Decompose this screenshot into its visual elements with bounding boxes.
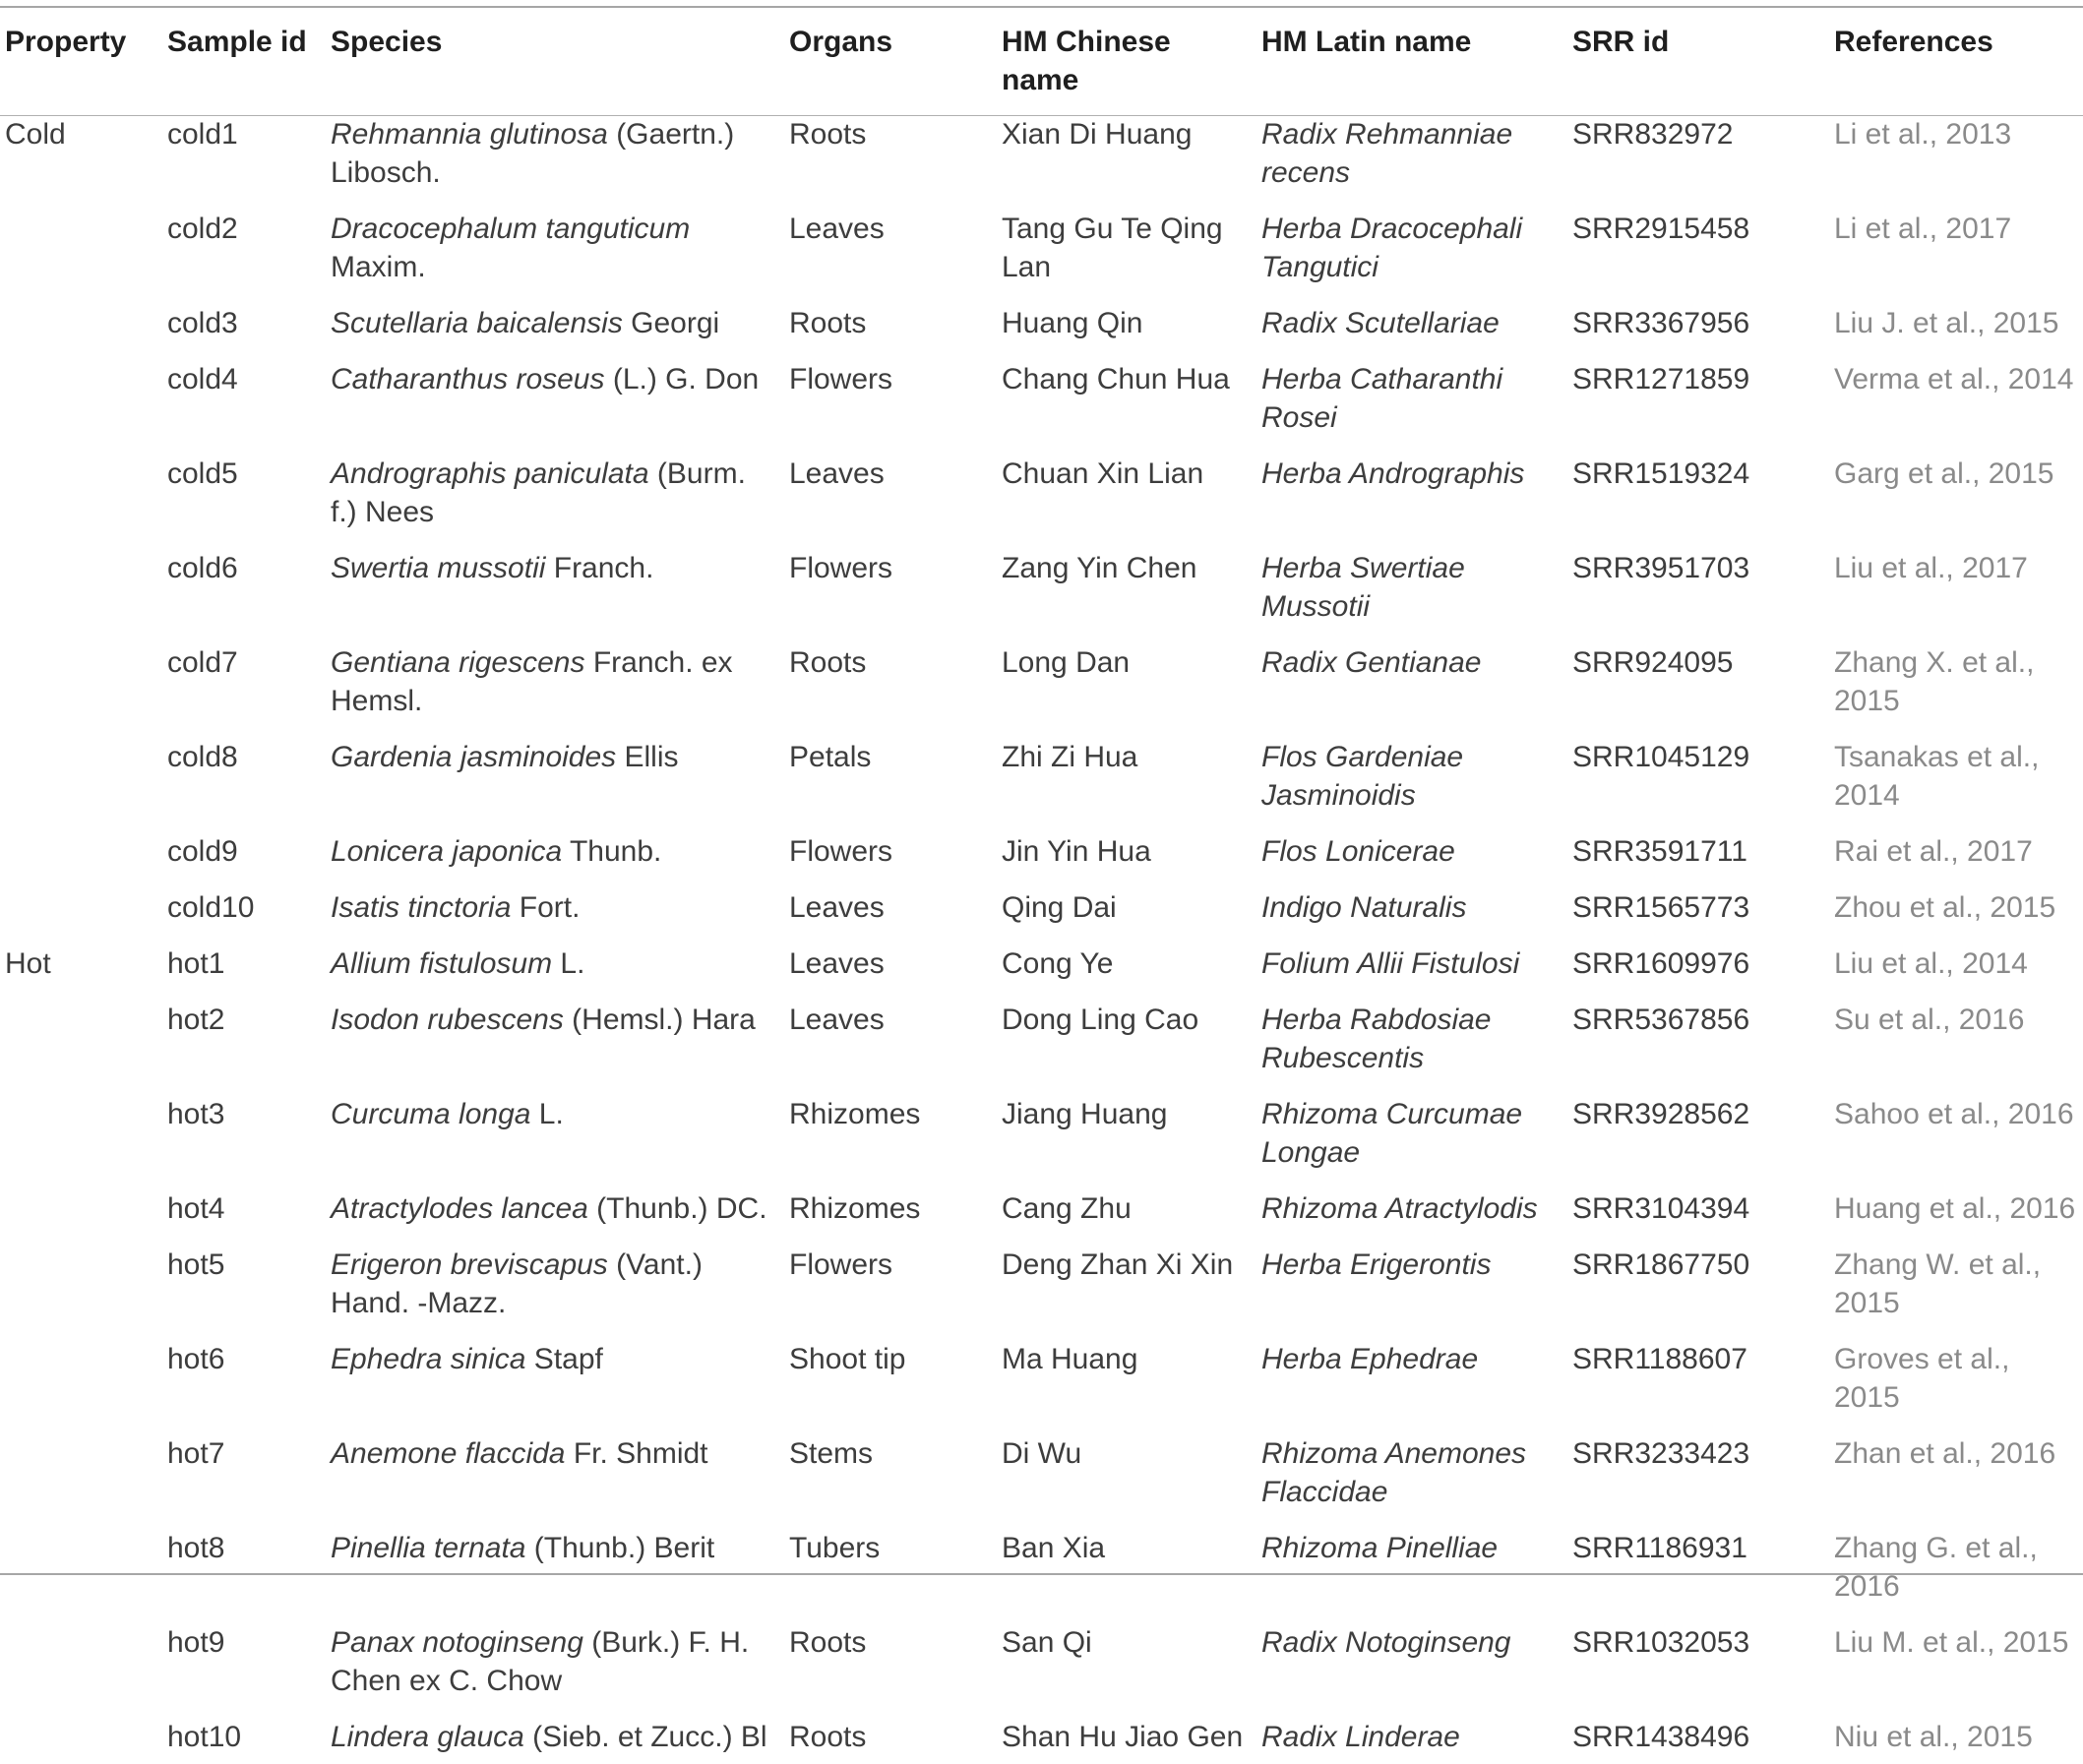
cell-property xyxy=(0,200,167,294)
cell-property xyxy=(0,350,167,445)
table-row xyxy=(0,1330,2083,1425)
cell-hm-chinese-name: Tang Gu Te Qing Lan xyxy=(1002,213,1223,283)
cell-srr-id: SRR924095 xyxy=(1572,646,1734,679)
cell-sample-id: hot2 xyxy=(167,1004,225,1036)
cell-sample-id: cold2 xyxy=(167,213,238,245)
cell-hm-chinese-name: Jiang Huang xyxy=(1002,1098,1168,1130)
cell-hm-chinese-name: Cang Zhu xyxy=(1002,1192,1132,1225)
cell-species xyxy=(331,822,789,879)
cell-reference[interactable]: Zhang G. et al., 2016 xyxy=(1834,1532,2038,1603)
species-authority: Maxim. xyxy=(331,251,426,283)
cell-sample-id: hot6 xyxy=(167,1343,225,1375)
table-row xyxy=(0,634,2083,728)
cell-property xyxy=(0,1613,167,1708)
cell-hm-chinese-name: Zhi Zi Hua xyxy=(1002,741,1138,773)
cell-hm-latin-name: Flos Lonicerae xyxy=(1261,835,1455,868)
cell-reference[interactable]: Garg et al., 2015 xyxy=(1834,457,2054,490)
table-row xyxy=(0,1519,2083,1613)
cell-hm-latin-name: Radix Gentianae xyxy=(1261,646,1482,679)
cell-sample-id: cold5 xyxy=(167,457,238,490)
cell-reference[interactable]: Liu et al., 2017 xyxy=(1834,552,2028,584)
table-row xyxy=(0,1613,2083,1708)
cell-hm-chinese-name: Ban Xia xyxy=(1002,1532,1106,1564)
cell-hm-latin-name: Herba Andrographis xyxy=(1261,457,1525,490)
cell-property xyxy=(0,539,167,634)
species-authority: (Thunb.) Berit xyxy=(525,1532,715,1564)
species-binomial: Erigeron breviscapus xyxy=(331,1248,608,1281)
cell-hm-latin-name: Rhizoma Anemones Flaccidae xyxy=(1261,1437,1527,1508)
species-authority: L. xyxy=(552,947,585,980)
species-binomial: Lindera glauca xyxy=(331,1721,524,1753)
species-authority: Ellis xyxy=(616,741,679,773)
cell-property xyxy=(0,445,167,539)
species-authority: Franch. ex Hemsl. xyxy=(331,646,733,717)
species-binomial: Allium fistulosum xyxy=(331,947,553,980)
species-authority: Stapf xyxy=(525,1343,603,1375)
cell-property xyxy=(0,294,167,350)
species-binomial: Rehmannia glutinosa xyxy=(331,118,608,151)
cell-srr-id: SRR1271859 xyxy=(1572,363,1750,395)
cell-organs: Leaves xyxy=(789,947,885,980)
cell-property xyxy=(0,1236,167,1330)
cell-sample-id: cold3 xyxy=(167,307,238,339)
header-row xyxy=(0,0,2083,99)
cell-hm-latin-name: Rhizoma Curcumae Longae xyxy=(1261,1098,1523,1169)
cell-organs: Rhizomes xyxy=(789,1098,921,1130)
cell-hm-chinese-name: Ma Huang xyxy=(1002,1343,1138,1375)
cell-hm-chinese-name: Shan Hu Jiao Gen xyxy=(1002,1721,1244,1753)
cell-reference[interactable]: Li et al., 2017 xyxy=(1834,213,2012,245)
cell-property xyxy=(0,1180,167,1236)
species-binomial: Panax notoginseng xyxy=(331,1626,583,1659)
species-binomial: Swertia mussotii xyxy=(331,552,546,584)
table-row xyxy=(0,1085,2083,1180)
cell-hm-chinese-name: Zang Yin Chen xyxy=(1002,552,1197,584)
cell-srr-id: SRR1565773 xyxy=(1572,891,1750,924)
header-property: Property xyxy=(5,26,127,58)
cell-species xyxy=(331,1519,789,1613)
species-binomial: Gentiana rigescens xyxy=(331,646,585,679)
cell-srr-id: SRR1186931 xyxy=(1572,1532,1747,1564)
cell-species xyxy=(331,634,789,728)
cell-sample-id: cold9 xyxy=(167,835,238,868)
cell-srr-id: SRR3104394 xyxy=(1572,1192,1750,1225)
header-species: Species xyxy=(331,26,443,58)
header-references: References xyxy=(1834,26,1993,58)
cell-organs: Stems xyxy=(789,1437,874,1470)
cell-reference[interactable]: Zhang W. et al., 2015 xyxy=(1834,1248,2042,1319)
cell-hm-chinese-name: Xian Di Huang xyxy=(1002,118,1193,151)
cell-reference[interactable]: Liu et al., 2014 xyxy=(1834,947,2028,980)
cell-species xyxy=(331,1180,789,1236)
cell-species xyxy=(331,728,789,822)
cell-hm-latin-name: Herba Ephedrae xyxy=(1261,1343,1479,1375)
cell-property: Hot xyxy=(5,947,51,980)
cell-hm-chinese-name: Long Dan xyxy=(1002,646,1131,679)
cell-hm-latin-name: Radix Scutellariae xyxy=(1261,307,1500,339)
cell-sample-id: hot1 xyxy=(167,947,225,980)
table-row xyxy=(0,99,2083,200)
cell-species xyxy=(331,879,789,935)
cell-species xyxy=(331,99,789,200)
cell-property xyxy=(0,728,167,822)
cell-reference[interactable]: Groves et al., 2015 xyxy=(1834,1343,2010,1414)
cell-species xyxy=(331,1236,789,1330)
species-binomial: Catharanthus roseus xyxy=(331,363,605,395)
table-row xyxy=(0,822,2083,879)
species-binomial: Isodon rubescens xyxy=(331,1004,564,1036)
cell-reference[interactable]: Li et al., 2013 xyxy=(1834,118,2012,151)
species-binomial: Isatis tinctoria xyxy=(331,891,512,924)
cell-property xyxy=(0,1330,167,1425)
cell-srr-id: SRR1519324 xyxy=(1572,457,1750,490)
cell-srr-id: SRR1867750 xyxy=(1572,1248,1750,1281)
cell-hm-chinese-name: Chuan Xin Lian xyxy=(1002,457,1204,490)
cell-organs: Leaves xyxy=(789,213,885,245)
species-authority: (Thunb.) DC. xyxy=(587,1192,767,1225)
cell-hm-latin-name: Herba Swertiae Mussotii xyxy=(1261,552,1465,623)
cell-organs: Rhizomes xyxy=(789,1192,921,1225)
cell-srr-id: SRR3367956 xyxy=(1572,307,1750,339)
cell-hm-chinese-name: Qing Dai xyxy=(1002,891,1117,924)
table-row xyxy=(0,200,2083,294)
cell-srr-id: SRR832972 xyxy=(1572,118,1734,151)
cell-species xyxy=(331,1330,789,1425)
cell-organs: Roots xyxy=(789,1626,867,1659)
cell-property xyxy=(0,1519,167,1613)
cell-property: Cold xyxy=(5,118,66,151)
table-row xyxy=(0,879,2083,935)
cell-srr-id: SRR3591711 xyxy=(1572,835,1747,868)
cell-hm-latin-name: Herba Catharanthi Rosei xyxy=(1261,363,1503,434)
cell-species xyxy=(331,1085,789,1180)
cell-hm-chinese-name: Huang Qin xyxy=(1002,307,1143,339)
cell-reference[interactable]: Niu et al., 2015 xyxy=(1834,1721,2033,1753)
cell-hm-chinese-name: Deng Zhan Xi Xin xyxy=(1002,1248,1234,1281)
species-binomial: Lonicera japonica xyxy=(331,835,563,868)
cell-hm-latin-name: Herba Rabdosiae Rubescentis xyxy=(1261,1004,1492,1074)
cell-hm-chinese-name: Dong Ling Cao xyxy=(1002,1004,1199,1036)
cell-organs: Petals xyxy=(789,741,872,773)
cell-sample-id: cold4 xyxy=(167,363,238,395)
species-authority: Fort. xyxy=(511,891,581,924)
cell-reference[interactable]: Zhan et al., 2016 xyxy=(1834,1437,2056,1470)
cell-hm-chinese-name: San Qi xyxy=(1002,1626,1092,1659)
cell-sample-id: hot7 xyxy=(167,1437,225,1470)
cell-organs: Shoot tip xyxy=(789,1343,906,1375)
table-row xyxy=(0,350,2083,445)
cell-srr-id: SRR3233423 xyxy=(1572,1437,1750,1470)
species-authority: Franch. xyxy=(545,552,654,584)
cell-srr-id: SRR1032053 xyxy=(1572,1626,1750,1659)
cell-organs: Flowers xyxy=(789,552,893,584)
header-hm-latin-name: HM Latin name xyxy=(1261,26,1472,58)
cell-srr-id: SRR1045129 xyxy=(1572,741,1750,773)
cell-organs: Flowers xyxy=(789,1248,893,1281)
cell-organs: Roots xyxy=(789,646,867,679)
cell-property xyxy=(0,879,167,935)
cell-hm-latin-name: Folium Allii Fistulosi xyxy=(1261,947,1520,980)
cell-species xyxy=(331,991,789,1085)
cell-species xyxy=(331,350,789,445)
header-srr-id: SRR id xyxy=(1572,26,1670,58)
species-binomial: Ephedra sinica xyxy=(331,1343,526,1375)
cell-species xyxy=(331,1708,789,1764)
cell-organs: Flowers xyxy=(789,363,893,395)
species-authority: (Vant.) Hand. -Mazz. xyxy=(331,1248,703,1319)
species-authority: L. xyxy=(530,1098,564,1130)
cell-species xyxy=(331,445,789,539)
cell-srr-id: SRR3928562 xyxy=(1572,1098,1750,1130)
cell-sample-id: hot3 xyxy=(167,1098,225,1130)
species-authority: Fr. Shmidt xyxy=(565,1437,708,1470)
species-authority: Thunb. xyxy=(562,835,662,868)
table-row xyxy=(0,1425,2083,1519)
cell-hm-latin-name: Herba Erigerontis xyxy=(1261,1248,1492,1281)
cell-srr-id: SRR1188607 xyxy=(1572,1343,1747,1375)
cell-species xyxy=(331,294,789,350)
species-binomial: Curcuma longa xyxy=(331,1098,531,1130)
cell-organs: Flowers xyxy=(789,835,893,868)
species-authority: (Burk.) F. H. Chen ex C. Chow xyxy=(331,1626,750,1697)
header-organs: Organs xyxy=(789,26,893,58)
cell-property xyxy=(0,991,167,1085)
cell-reference[interactable]: Tsanakas et al., 2014 xyxy=(1834,741,2040,812)
cell-hm-chinese-name: Jin Yin Hua xyxy=(1002,835,1151,868)
cell-sample-id: cold8 xyxy=(167,741,238,773)
cell-hm-latin-name: Flos Gardeniae Jasminoidis xyxy=(1261,741,1464,812)
cell-sample-id: cold7 xyxy=(167,646,238,679)
table-row xyxy=(0,1236,2083,1330)
cell-reference[interactable]: Sahoo et al., 2016 xyxy=(1834,1098,2074,1130)
header-hm-chinese-name: HM Chinese name xyxy=(1002,26,1171,96)
cell-hm-latin-name: Rhizoma Pinelliae xyxy=(1261,1532,1499,1564)
cell-organs: Tubers xyxy=(789,1532,881,1564)
table-header xyxy=(0,0,2083,99)
cell-hm-latin-name: Radix Rehmanniae recens xyxy=(1261,118,1513,189)
table-row xyxy=(0,1708,2083,1764)
cell-srr-id: SRR5367856 xyxy=(1572,1004,1750,1036)
cell-reference[interactable]: Su et al., 2016 xyxy=(1834,1004,2025,1036)
cell-sample-id: cold10 xyxy=(167,891,255,924)
cell-hm-latin-name: Radix Notoginseng xyxy=(1261,1626,1511,1659)
species-authority: Georgi xyxy=(622,307,720,339)
cell-property xyxy=(0,1708,167,1764)
cell-sample-id: cold6 xyxy=(167,552,238,584)
cell-organs: Leaves xyxy=(789,891,885,924)
cell-srr-id: SRR3951703 xyxy=(1572,552,1750,584)
cell-reference[interactable]: Huang et al., 2016 xyxy=(1834,1192,2076,1225)
cell-hm-chinese-name: Chang Chun Hua xyxy=(1002,363,1230,395)
cell-hm-latin-name: Herba Dracocephali Tangutici xyxy=(1261,213,1523,283)
species-binomial: Andrographis paniculata xyxy=(331,457,649,490)
cell-property xyxy=(0,1085,167,1180)
cell-reference[interactable]: Rai et al., 2017 xyxy=(1834,835,2033,868)
species-binomial: Atractylodes lancea xyxy=(331,1192,588,1225)
cell-species xyxy=(331,935,789,991)
table-row xyxy=(0,991,2083,1085)
cell-sample-id: hot5 xyxy=(167,1248,225,1281)
cell-organs: Roots xyxy=(789,307,867,339)
cell-reference[interactable]: Liu M. et al., 2015 xyxy=(1834,1626,2069,1659)
species-binomial: Gardenia jasminoides xyxy=(331,741,617,773)
cell-property xyxy=(0,822,167,879)
cell-reference[interactable]: Verma et al., 2014 xyxy=(1834,363,2074,395)
species-binomial: Scutellaria baicalensis xyxy=(331,307,623,339)
cell-species xyxy=(331,200,789,294)
cell-hm-latin-name: Indigo Naturalis xyxy=(1261,891,1467,924)
header-sample-id: Sample id xyxy=(167,26,307,58)
cell-srr-id: SRR1438496 xyxy=(1572,1721,1750,1753)
cell-species xyxy=(331,1425,789,1519)
cell-species xyxy=(331,1613,789,1708)
species-binomial: Anemone flaccida xyxy=(331,1437,566,1470)
cell-sample-id: hot10 xyxy=(167,1721,242,1753)
species-authority: (L.) G. Don xyxy=(604,363,760,395)
cell-hm-latin-name: Radix Linderae xyxy=(1261,1721,1460,1753)
cell-reference[interactable]: Zhou et al., 2015 xyxy=(1834,891,2056,924)
table-row xyxy=(0,728,2083,822)
cell-sample-id: hot9 xyxy=(167,1626,225,1659)
species-authority: (Gaertn.) Libosch. xyxy=(331,118,735,189)
cell-property xyxy=(0,634,167,728)
species-binomial: Dracocephalum tanguticum xyxy=(331,213,691,245)
cell-organs: Leaves xyxy=(789,457,885,490)
table-row xyxy=(0,1180,2083,1236)
cell-organs: Roots xyxy=(789,1721,867,1753)
species-authority: (Hemsl.) Hara xyxy=(563,1004,756,1036)
species-authority: (Burm. f.) Nees xyxy=(331,457,746,528)
cell-species xyxy=(331,539,789,634)
cell-srr-id: SRR1609976 xyxy=(1572,947,1750,980)
species-binomial: Pinellia ternata xyxy=(331,1532,526,1564)
cell-hm-chinese-name: Cong Ye xyxy=(1002,947,1114,980)
cell-reference[interactable]: Zhang X. et al., 2015 xyxy=(1834,646,2035,717)
table-body xyxy=(0,99,2083,1764)
cell-hm-chinese-name: Di Wu xyxy=(1002,1437,1082,1470)
cell-reference[interactable]: Liu J. et al., 2015 xyxy=(1834,307,2059,339)
cell-hm-latin-name: Rhizoma Atractylodis xyxy=(1261,1192,1538,1225)
cell-sample-id: hot4 xyxy=(167,1192,225,1225)
cell-organs: Roots xyxy=(789,118,867,151)
cell-property xyxy=(0,1425,167,1519)
cell-sample-id: hot8 xyxy=(167,1532,225,1564)
species-authority: (Sieb. et Zucc.) Bl xyxy=(523,1721,767,1753)
table-row xyxy=(0,935,2083,991)
table-row xyxy=(0,539,2083,634)
table-row xyxy=(0,445,2083,539)
table-row xyxy=(0,294,2083,350)
cell-srr-id: SRR2915458 xyxy=(1572,213,1750,245)
cell-sample-id: cold1 xyxy=(167,118,238,151)
cell-organs: Leaves xyxy=(789,1004,885,1036)
